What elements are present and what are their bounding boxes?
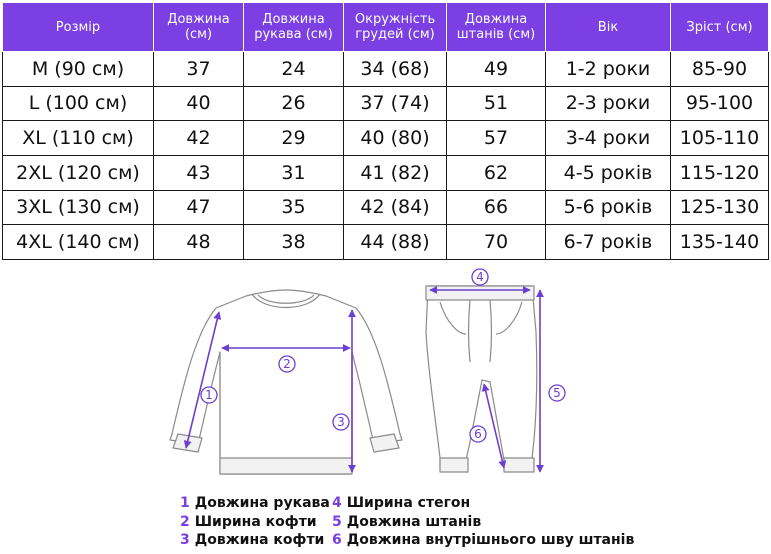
legend-item <box>180 495 330 511</box>
cell-height: 135-140 <box>671 225 769 260</box>
cell-size: M (90 см) <box>3 52 154 87</box>
cell-length: 37 <box>154 52 244 87</box>
garment-diagram <box>0 262 771 492</box>
table-row <box>3 190 769 225</box>
cell-height: 105-110 <box>671 121 769 156</box>
legend-label: Довжина кофти <box>194 532 325 548</box>
cell-length: 47 <box>154 190 244 225</box>
cell-chest: 42 (84) <box>344 190 447 225</box>
svg-text:3: 3 <box>337 415 345 429</box>
header-chest: Окружність грудей (см) <box>344 3 447 52</box>
table-row <box>3 86 769 121</box>
legend-number: 2 <box>180 514 190 530</box>
table-row <box>3 225 769 260</box>
legend-item <box>180 532 324 548</box>
marker-2 <box>279 356 295 372</box>
cell-pants: 62 <box>447 155 546 190</box>
cell-pants: 70 <box>447 225 546 260</box>
legend-number: 5 <box>332 514 342 530</box>
cell-pants: 51 <box>447 86 546 121</box>
cell-sleeve: 31 <box>244 155 344 190</box>
cell-sleeve: 38 <box>244 225 344 260</box>
cell-age: 4-5 років <box>546 155 671 190</box>
legend-label: Ширина кофти <box>194 514 317 530</box>
svg-text:2: 2 <box>283 357 291 371</box>
cell-size: XL (110 см) <box>3 121 154 156</box>
cell-pants: 66 <box>447 190 546 225</box>
cell-chest: 44 (88) <box>344 225 447 260</box>
header-size: Розмір <box>3 3 154 52</box>
table-row <box>3 121 769 156</box>
legend-item <box>332 495 470 511</box>
cell-age: 5-6 років <box>546 190 671 225</box>
cell-chest: 40 (80) <box>344 121 447 156</box>
legend-number: 1 <box>180 495 190 511</box>
cell-size: 3XL (130 см) <box>3 190 154 225</box>
cell-length: 40 <box>154 86 244 121</box>
marker-6 <box>470 426 486 442</box>
cell-age: 3-4 роки <box>546 121 671 156</box>
legend-label: Довжина штанів <box>346 514 482 530</box>
cell-age: 2-3 роки <box>546 86 671 121</box>
cell-chest: 34 (68) <box>344 52 447 87</box>
legend-item <box>180 514 317 530</box>
table-row <box>3 52 769 87</box>
cell-age: 6-7 років <box>546 225 671 260</box>
cell-age: 1-2 роки <box>546 52 671 87</box>
cell-length: 43 <box>154 155 244 190</box>
marker-1 <box>201 387 217 403</box>
cell-chest: 37 (74) <box>344 86 447 121</box>
svg-text:4: 4 <box>476 270 484 284</box>
marker-4 <box>472 269 488 285</box>
cell-size: L (100 см) <box>3 86 154 121</box>
legend-label: Довжина рукава <box>194 495 330 511</box>
cell-height: 115-120 <box>671 155 769 190</box>
cell-pants: 49 <box>447 52 546 87</box>
legend-number: 4 <box>332 495 342 511</box>
legend-label: Довжина внутрішнього шву штанів <box>346 532 635 548</box>
cell-chest: 41 (82) <box>344 155 447 190</box>
cell-size: 4XL (140 см) <box>3 225 154 260</box>
cell-height: 95-100 <box>671 86 769 121</box>
cell-length: 42 <box>154 121 244 156</box>
table-header-row <box>3 3 769 52</box>
header-height: Зріст (см) <box>671 3 769 52</box>
marker-5 <box>549 385 565 401</box>
svg-text:1: 1 <box>205 388 213 402</box>
legend-number: 6 <box>332 532 342 548</box>
header-sleeve-length: Довжина рукава (см) <box>244 3 344 52</box>
size-chart-table <box>2 2 769 260</box>
marker-3 <box>333 414 349 430</box>
svg-text:6: 6 <box>474 427 482 441</box>
cell-sleeve: 29 <box>244 121 344 156</box>
cell-sleeve: 26 <box>244 86 344 121</box>
cell-pants: 57 <box>447 121 546 156</box>
cell-sleeve: 35 <box>244 190 344 225</box>
sweatshirt-illustration <box>170 290 402 474</box>
cell-size: 2XL (120 см) <box>3 155 154 190</box>
legend-item <box>332 532 634 548</box>
legend-item <box>332 514 481 530</box>
header-age: Вік <box>546 3 671 52</box>
header-pants-length: Довжина штанів (см) <box>447 3 546 52</box>
cell-height: 125-130 <box>671 190 769 225</box>
table-row <box>3 155 769 190</box>
cell-length: 48 <box>154 225 244 260</box>
legend-label: Ширина стегон <box>346 495 471 511</box>
pants-illustration <box>426 286 537 472</box>
cell-height: 85-90 <box>671 52 769 87</box>
legend-number: 3 <box>180 532 190 548</box>
header-length: Довжина (см) <box>154 3 244 52</box>
cell-sleeve: 24 <box>244 52 344 87</box>
svg-text:5: 5 <box>553 386 561 400</box>
